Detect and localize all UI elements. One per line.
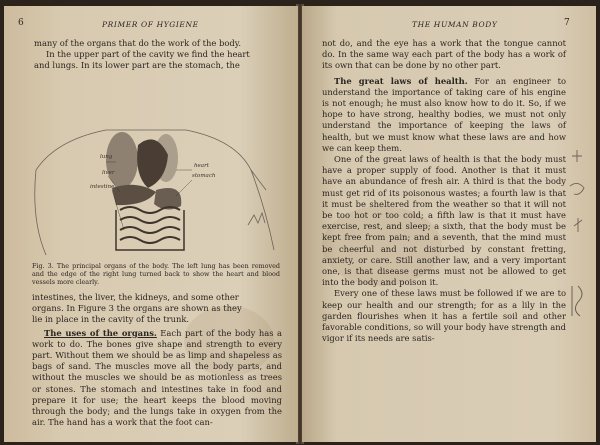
pencil-arm-left xyxy=(35,170,46,255)
text-line: organs. In Figure 3 the organs are shown as they xyxy=(32,303,242,314)
right-page-number: 7 xyxy=(564,18,570,28)
opening-paragraph: not do, and the eye has a work that the tongue cannot do. In the same way each part of the body has a work of its own that can be done by no other part. xyxy=(322,38,566,71)
right-page xyxy=(302,6,596,442)
figure-label-intestine: intestine xyxy=(90,184,115,190)
uses-of-organs-paragraph xyxy=(32,328,282,429)
left-top-text xyxy=(34,38,280,72)
text-line: In the upper part of the cavity we find the heart xyxy=(46,49,250,60)
figure-label-lung: lung xyxy=(100,154,113,160)
figure-label-heart: heart xyxy=(194,163,209,169)
right-running-head: THE HUMAN BODY xyxy=(412,20,498,29)
figure-label-liver: liver xyxy=(102,170,115,176)
left-running-head: PRIMER OF HYGIENE xyxy=(102,20,199,29)
pencil-margin-marks xyxy=(564,136,594,336)
figure-label-stomach: stomach xyxy=(192,173,216,179)
figure-caption: Fig. 3. The principal organs of the body. The left lung has been removed and the edge of the right lung turned back to show the heart and blood vessels more clearly. xyxy=(32,262,280,287)
section-heading: The uses of the organs. xyxy=(44,327,157,338)
text-line: many of the organs that do the work of the body. xyxy=(34,38,242,48)
text-line: lie in place in the cavity of the trunk. xyxy=(32,314,190,325)
section-heading: The great laws of health. xyxy=(334,75,468,86)
text-line: intestines, the liver, the kidneys, and some other xyxy=(32,292,239,302)
intestine-shape xyxy=(116,207,184,250)
liver-shape xyxy=(112,185,156,205)
left-body-text xyxy=(32,292,282,428)
pencil-arm-right xyxy=(251,170,274,250)
great-laws-paragraph xyxy=(322,76,566,154)
paragraph-text: For an engineer to understand the importance of taking care of his engine is not enough; he must also know how to do it. So, if we hope to have strong, healthy bodies, we must not only understand the importance of keeping the laws of health, but we must know what these laws are and how we can keep them. xyxy=(322,75,566,153)
laws-list-paragraph: One of the great laws of health is that the body must have a proper supply of food. Another is that it must have an abundance of fresh air. A third is that the body must get rid of its poisonous wastes; a fourth law is that it must be sheltered from the weather so that it will not be too hot or too cold; a fifth law is that it must have exercise, rest, and sleep; a sixth, that the body must be kept free from pain; and a seventh, that the mind must be cheerful and not disturbed by constant fretting, anxiety, or care. Still another law, and a very important one, is that disease germs must not be allowed to get into the body and poison it. xyxy=(322,154,566,288)
right-body-text xyxy=(322,38,566,344)
anatomy-figure xyxy=(16,110,276,260)
left-page xyxy=(4,6,298,442)
pencil-hand xyxy=(248,213,265,225)
paragraph-text: Each part of the body has a work to do. The bones give shape and strength to every part. Without them we should be as limp and shapeless as bags of sand. The muscles move all the body parts, and without the muscles we should be as motionless as trees or stones. The stomach and intestines take in food and prepare it for use; the heart keeps the blood moving through the body; and the lungs take in oxygen from the air. The hand has a work that the foot can- xyxy=(32,327,282,428)
text-line: and lungs. In its lower part are the stomach, the xyxy=(34,60,240,71)
closing-paragraph: Every one of these laws must be followed if we are to keep our health and our strength; for as a lily in the garden flourishes when it has a fertile soil and other favorable conditions, so will your body have strength and vigor if its needs are satis- xyxy=(322,288,566,344)
left-page-number: 6 xyxy=(18,18,24,28)
